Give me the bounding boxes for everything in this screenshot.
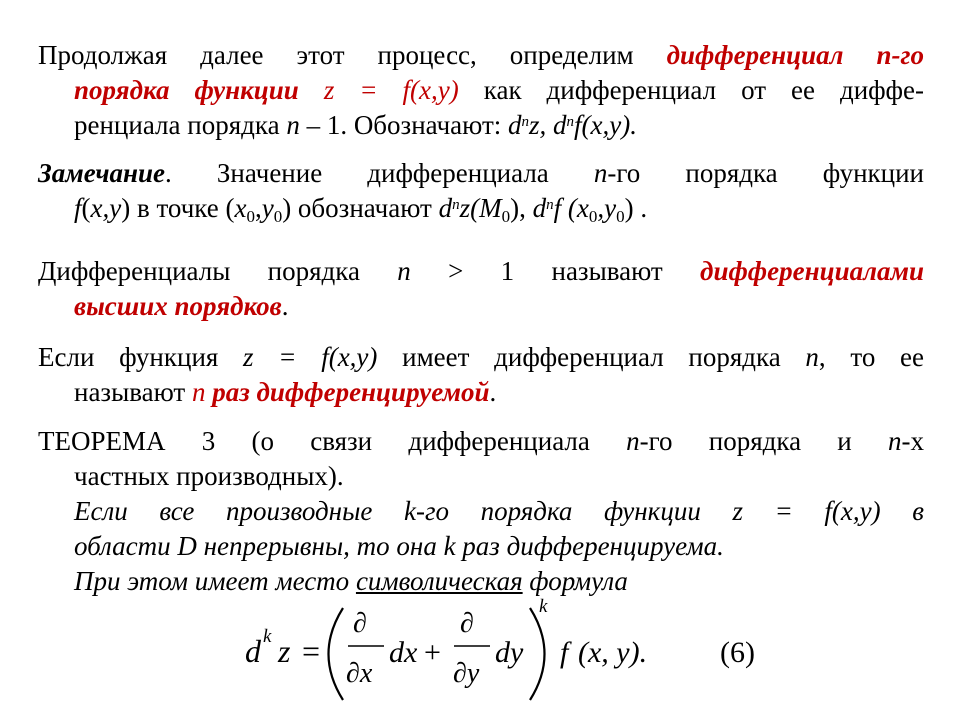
text: Дифференциалы порядка <box>38 256 398 286</box>
formula-dy: dy <box>495 636 524 669</box>
formula-z: z <box>278 633 291 669</box>
var-d: d <box>508 110 522 140</box>
line <box>38 494 924 529</box>
function-expression: z = f(x,y) <box>732 496 881 526</box>
text: Продолжая далее этот процесс, определим <box>38 40 667 70</box>
line <box>38 289 924 324</box>
text: -го порядка и <box>639 426 888 456</box>
text: имеет дифференциал порядка <box>377 342 806 372</box>
var-n: n <box>626 426 640 456</box>
formula-6 <box>0 596 960 706</box>
underlined-term: символическая <box>355 566 523 596</box>
subscript: 0 <box>273 207 283 226</box>
text: , то ее <box>818 342 924 372</box>
var-y: y <box>261 193 274 223</box>
line <box>38 38 924 73</box>
subscript: 0 <box>246 207 255 226</box>
var-y: ,y <box>597 193 617 223</box>
subscript: 0 <box>501 207 511 226</box>
partial-x-denominator: ∂x <box>346 658 373 689</box>
var-n: n <box>805 342 819 372</box>
var-xy: x,y <box>90 193 122 223</box>
function-expression: z = f(x,y) <box>323 75 459 105</box>
formula-equals: = <box>302 633 321 669</box>
text: ) . <box>624 193 648 223</box>
line <box>38 375 924 410</box>
line <box>38 529 924 564</box>
paragraph-definition <box>38 38 924 143</box>
line <box>38 156 924 191</box>
paragraph-differentiable <box>38 340 924 410</box>
formula-d: d <box>245 633 261 669</box>
line <box>38 564 924 599</box>
text: , <box>254 193 262 223</box>
text: ), <box>510 193 533 223</box>
var-f: f (x <box>553 193 589 223</box>
text: как дифференциал от ее диффе- <box>458 75 924 105</box>
var-n: n <box>888 426 902 456</box>
term-highlight: дифференциал n-го <box>666 40 924 70</box>
var-d: d <box>553 110 567 140</box>
var-d: d <box>438 193 453 223</box>
text: ) обозначают <box>282 193 439 223</box>
text: -го порядка функции <box>607 158 924 188</box>
formula-number: (6) <box>720 636 755 669</box>
partial-y-denominator: ∂y <box>453 658 480 689</box>
var-n: n <box>191 377 206 407</box>
superscript: n <box>521 114 529 130</box>
subscript: 0 <box>588 207 598 226</box>
line <box>38 459 924 494</box>
theorem-statement: Если все производные k-го порядка функции <box>74 496 733 526</box>
term-highlight: высших порядков <box>74 291 282 321</box>
power-k: k <box>539 596 548 617</box>
text: . <box>281 291 289 321</box>
line <box>38 254 924 289</box>
line <box>38 424 924 459</box>
theorem-statement: При этом имеет место <box>74 566 356 596</box>
formula-k-superscript: k <box>263 626 272 647</box>
function-expression: z = f(x,y) <box>243 342 378 372</box>
term-highlight: дифференциалами <box>700 256 924 286</box>
paragraph-higher-orders <box>38 254 924 324</box>
term-highlight: порядка функции <box>74 75 324 105</box>
term-highlight: раз дифференцируемой <box>205 377 490 407</box>
text: ренциала порядка <box>74 110 287 140</box>
text: называют <box>74 377 192 407</box>
theorem-title: ТЕОРЕМА 3 (о связи дифференциала <box>38 426 627 456</box>
text: ) в точке ( <box>121 193 235 223</box>
right-paren <box>530 608 545 700</box>
var-n: n <box>397 256 411 286</box>
line <box>38 108 924 143</box>
text: частных производных). <box>74 461 344 491</box>
function-expression: f(x,y). <box>574 110 637 140</box>
superscript: n <box>566 114 575 130</box>
theorem-statement: области D непрерывны, то она k раз дифференцируема. <box>74 531 724 561</box>
text: Если функция <box>38 342 244 372</box>
remark-label: Замечание <box>38 158 166 188</box>
line <box>38 73 924 108</box>
var-x: x <box>234 193 247 223</box>
formula-args: (x, y). <box>578 636 648 669</box>
paragraph-remark <box>38 156 924 231</box>
theorem-statement: в <box>880 496 924 526</box>
partial-numerator: ∂ <box>460 608 474 639</box>
partial-numerator: ∂ <box>353 608 367 639</box>
var-n: n <box>593 158 608 188</box>
var-d: d <box>532 193 547 223</box>
formula-f: f <box>560 636 569 669</box>
text: ( <box>81 193 91 223</box>
var-n: n <box>286 110 300 140</box>
paragraph-theorem <box>38 424 924 599</box>
superscript: n <box>452 197 460 213</box>
text: > 1 называют <box>410 256 701 286</box>
var-z: z, <box>529 110 554 140</box>
subscript: 0 <box>616 207 625 226</box>
var-z: z(M <box>459 193 502 223</box>
text: . <box>489 377 497 407</box>
text: -х <box>901 426 924 456</box>
text: . Значение дифференциала <box>165 158 594 188</box>
var-f: f <box>74 193 82 223</box>
line <box>38 340 924 375</box>
formula-dx: dx <box>389 636 418 669</box>
theorem-statement: формула <box>522 566 628 596</box>
text: – 1. Обозначают: <box>299 110 508 140</box>
superscript: n <box>546 197 554 213</box>
formula-plus: + <box>424 636 441 669</box>
line <box>38 191 924 231</box>
left-paren <box>329 608 344 700</box>
